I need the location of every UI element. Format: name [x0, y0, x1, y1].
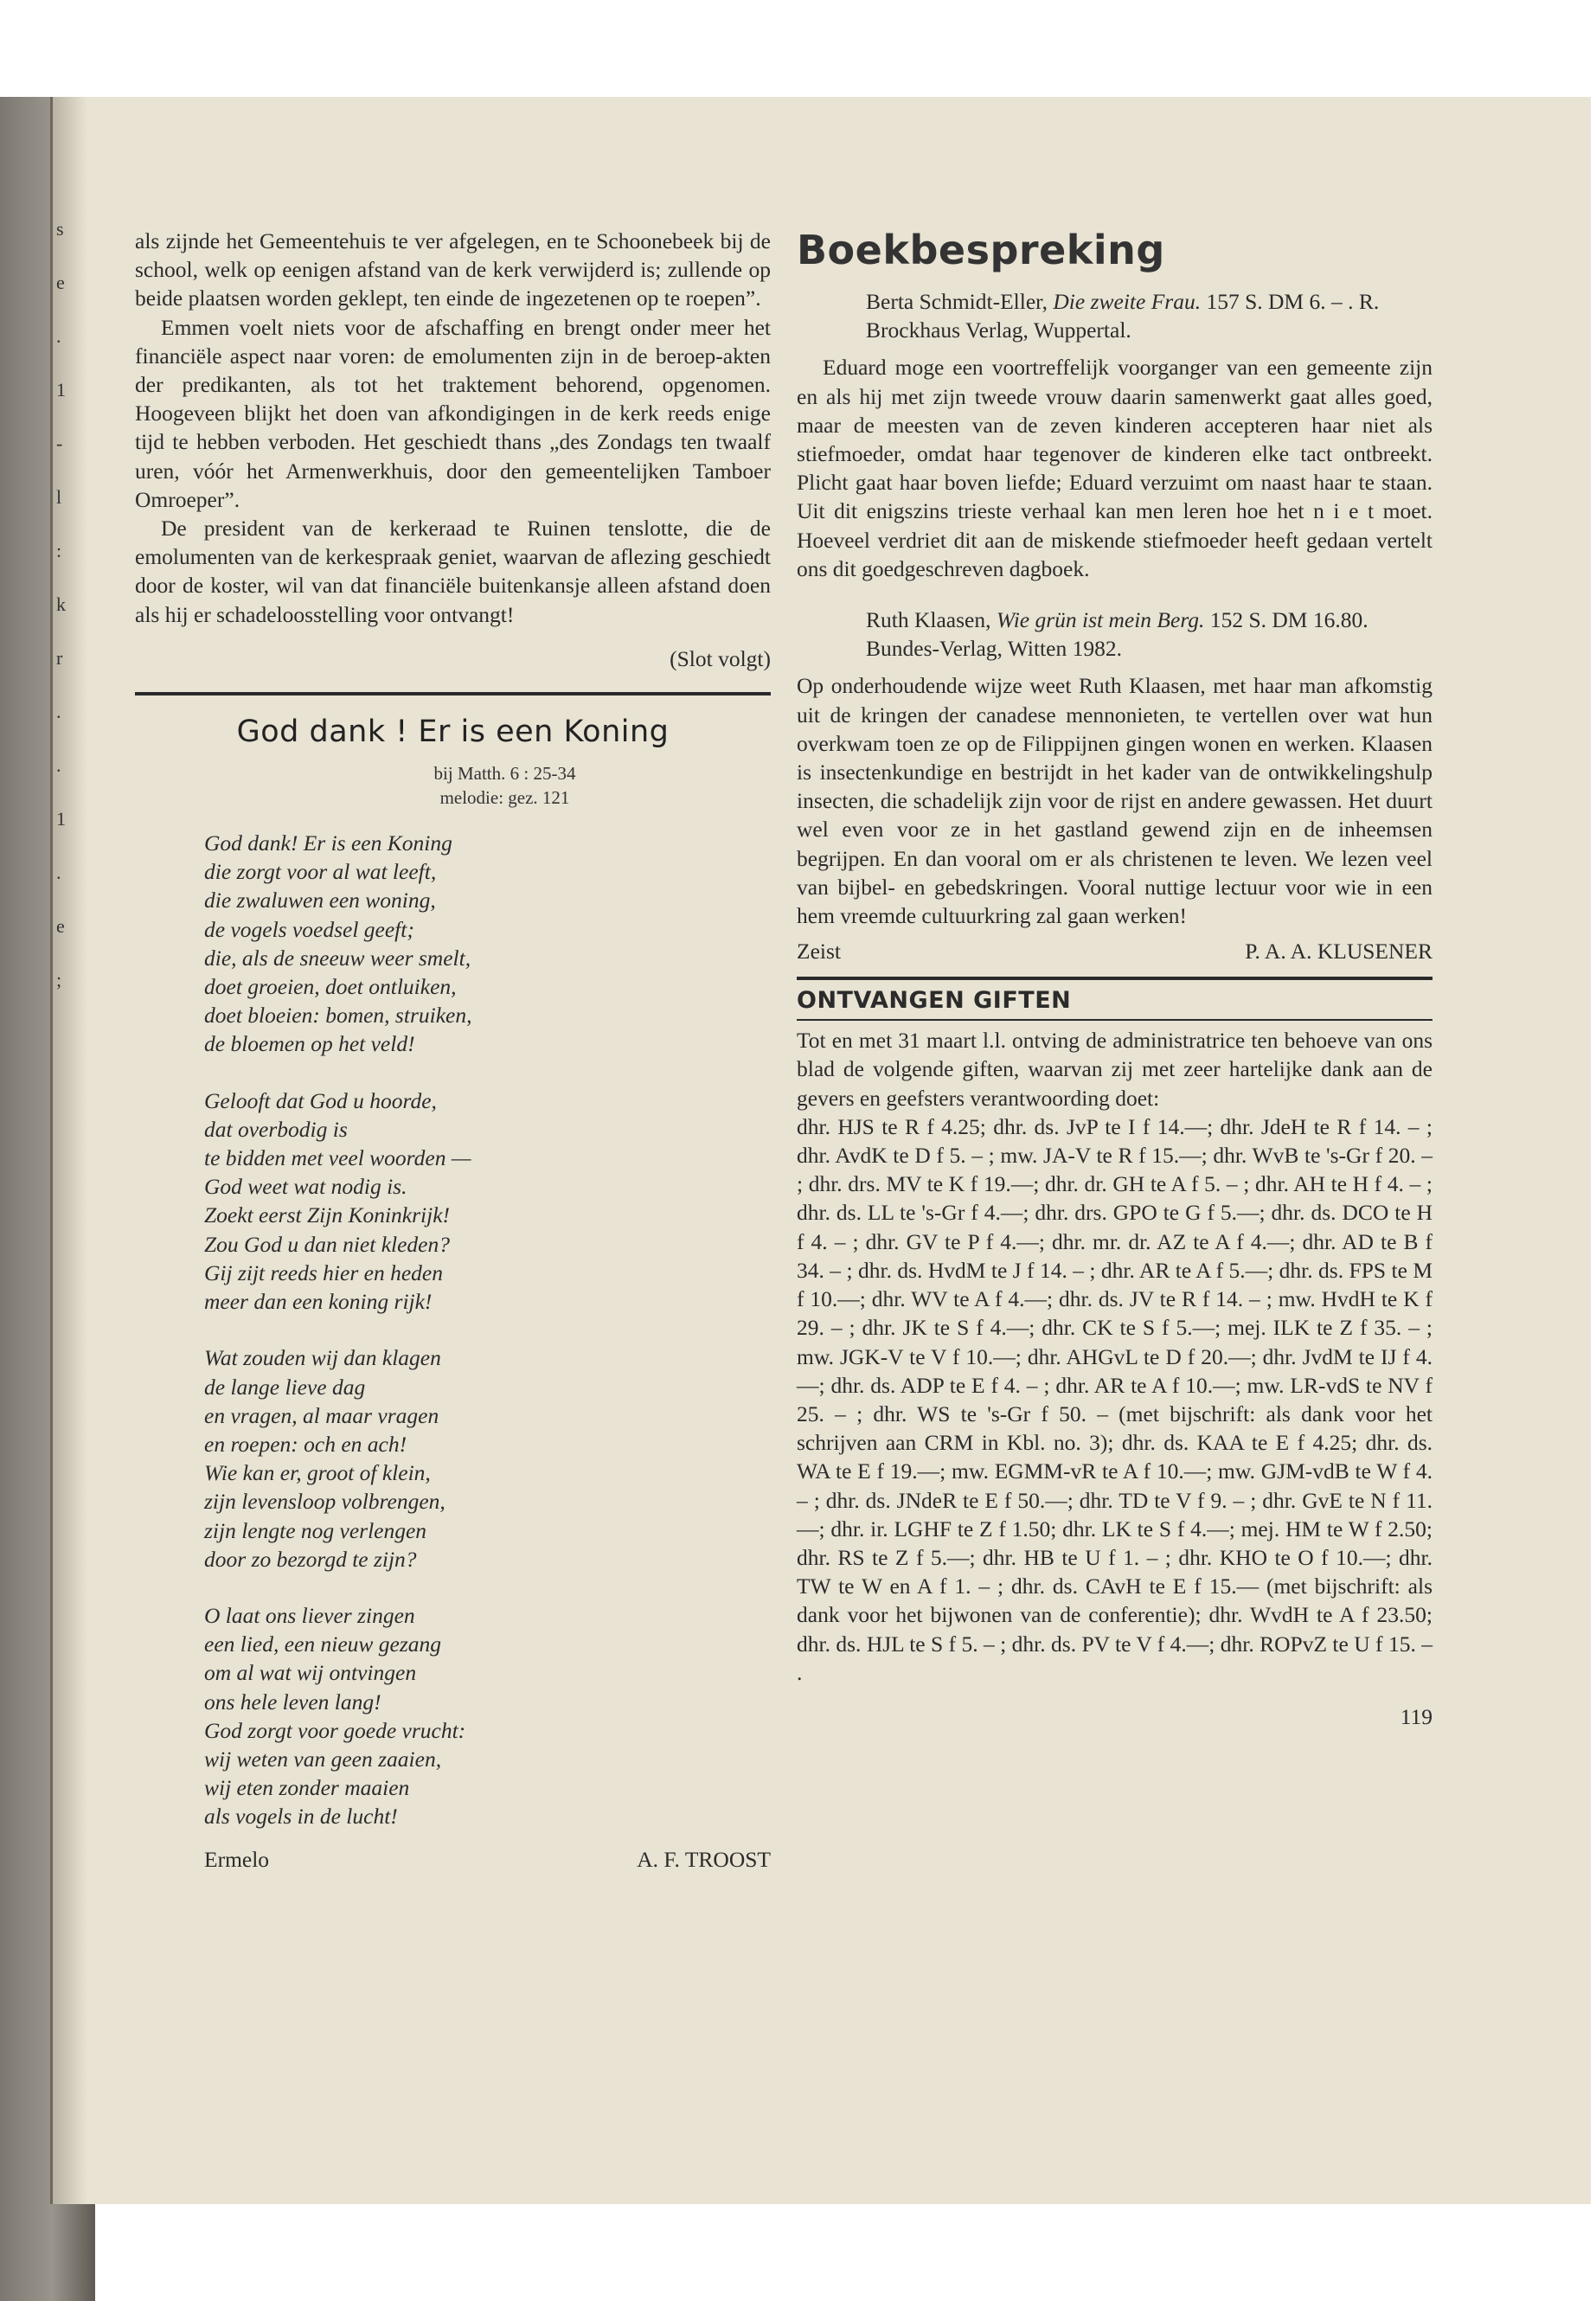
poem-line: God dank! Er is een Koning — [204, 830, 452, 856]
poem-line: en roepen: och en ach! — [204, 1431, 407, 1457]
edge-letter: - — [56, 433, 63, 454]
edge-letter: . — [56, 701, 61, 722]
poem-line: die zwaluwen een woning, — [204, 888, 436, 913]
poem-line: Zoekt eerst Zijn Koninkrijk! — [204, 1202, 451, 1228]
gifts-heading: ONTVANGEN GIFTEN — [797, 987, 1072, 1015]
facing-page-edge-letters — [56, 218, 74, 1022]
poem-line: te bidden met veel woorden — — [204, 1145, 471, 1171]
review-text: moet. Hoeveel verdriet dit aan de miskende stiefmoeder heeft gedaan vertelt ons dit goedgeschreven dagboek. — [797, 498, 1433, 581]
section-heading: Boekbespreking — [797, 227, 1165, 273]
poem-line: Gelooft dat God u hoorde, — [204, 1087, 437, 1113]
poem-line: O laat ons liever zingen — [204, 1602, 415, 1628]
poem-author: A. F. TROOST — [637, 1846, 771, 1872]
poem-line: als vogels in de lucht! — [204, 1804, 398, 1830]
edge-letter: r — [56, 647, 63, 669]
article-paragraph: De president van de kerkeraad te Ruinen tenslotte, die de emolumenten van de kerkespraak geniet, waarvan de aflezing geschiedt door de koster, wil van dat financiële buitenkansje alleen afstand doen als hij er schadeloosstelling voor ontvangt! — [135, 516, 771, 627]
poem-title: God dank ! Er is een Koning — [236, 715, 670, 750]
edge-letter: : — [56, 540, 62, 561]
poem-stanza — [204, 1343, 771, 1574]
review-signature — [797, 939, 1433, 965]
section-divider — [797, 977, 1433, 980]
poem-line: Gij zijt reeds hier en heden — [204, 1259, 443, 1285]
top-band — [0, 0, 1596, 97]
book-review: Op onderhoudende wijze weet Ruth Klaasen, met haar man afkomstig uit de kringen der canadese mennonieten, te vertellen over wat hun overkwam toen ze op de Filippijnen gingen wonen en werken. Klaasen is insectenkundige en bestrijdt in het kader van de ontwikkelingshulp insecten, die schadelijk zijn voor de rijst en andere gewassen. Het duurt wel even voor ze in het gastland gewend zijn en de inheemsen begrijpen. En dan vooral om er als christenen te leven. We lezen veel van bijbel- en gebedskringen. Vooral nuttige lectuur voor wie in een hem vreemde cultuurkring zal gaan werken! — [797, 673, 1433, 929]
review-emphasis: n i e t — [1313, 498, 1375, 524]
right-column — [797, 227, 1433, 1730]
book-review — [797, 353, 1433, 583]
section-divider — [135, 692, 771, 695]
poem-line: doet groeien, doet ontluiken, — [204, 974, 457, 1000]
poem-line: door zo bezorgd te zijn? — [204, 1546, 417, 1572]
gifts-intro: Tot en met 31 maart l.l. ontving de administratrice ten behoeve van ons blad de volgende giften, waarvan zij met zeer hartelijke dank aan de gevers en geefsters verantwoording doet: — [797, 1028, 1433, 1111]
poem-line: de vogels voedsel geeft; — [204, 916, 414, 942]
book-title: Die zweite Frau. — [1053, 289, 1202, 314]
book-details: 157 S. DM 6. – . R. Brockhaus Verlag, Wuppertal. — [866, 289, 1380, 343]
edge-letter: e — [56, 915, 65, 937]
poem-line: die, als de sneeuw weer smelt, — [204, 945, 471, 971]
poem-line: zijn lengte nog verlengen — [204, 1517, 427, 1543]
edge-letter: 1 — [56, 379, 66, 401]
poem-line: de bloemen op het veld! — [204, 1031, 415, 1057]
poem-stanza — [204, 829, 771, 1059]
book-reference — [797, 606, 1433, 663]
review-place: Zeist — [797, 939, 841, 965]
book-page — [50, 97, 1591, 2204]
gifts-list: dhr. HJS te R f 4.25; dhr. ds. JvP te I f 14.—; dhr. JdeH te R f 14. – ; dhr. AvdK te D f 5. – ; mw. JA-V te R f 15.—; dhr. WvB te 's-Gr f 20. – ; dhr. drs. MV te K f 19.—; dhr. dr. GH te A f 5. – ; dhr. AH te H f 4. – ; dhr. ds. LL te 's-Gr f 4.—; dhr. drs. GPO te G f 5.—; dhr. ds. DCO te H f 4. – ; dhr. GV te P f 4.—; dhr. mr. dr. AZ te A f 4.—; dhr. AD te B f 34. – ; dhr. ds. HvdM te J f 14. – ; dhr. AR te A f 5.—; dhr. ds. FPS te M f 10.—; dhr. WV te A f 4.—; dhr. ds. JV te R f 14. – ; mw. HvdH te K f 29. – ; dhr. JK te S f 4.—; dhr. CK te S f 5.—; mej. ILK te Z f 35. – ; mw. JGK-V te V f 10.—; dhr. AHGvL te D f 20.—; dhr. JvdM te IJ f 4.—; dhr. ds. ADP te E f 4. – ; dhr. AR te A f 10.—; mw. LR-vdS te NV f 25. – ; dhr. WS te 's-Gr f 50. – (met bijschrift: als dank voor het schrijven aan CRM in Kbl. no. 3); dhr. ds. KAA te E f 4.25; dhr. ds. WA te E f 19.—; mw. EGMM-vR te A f 10.—; mw. GJM-vdB te W f 4. – ; dhr. ds. JNdeR te E f 50.—; dhr. TD te V f 9. – ; dhr. GvE te N f 11.—; dhr. ir. LGHF te Z f 1.50; dhr. LK te S f 4.—; mej. HM te W f 2.50; dhr. RS te Z f 5.—; dhr. HB te U f 1. – ; dhr. KHO te O f 10.—; dhr. TW te W en A f 1. – ; dhr. ds. CAvH te E f 15.— (met bijschrift: als dank voor het bijwonen van de conferentie); dhr. WvdH te A f 23.50; dhr. ds. HJL te S f 5. – ; dhr. ds. PV te V f 4.—; dhr. ROPvZ te U f 15. – . — [797, 1113, 1433, 1685]
reviewer-name: P. A. A. KLUSENER — [1245, 939, 1433, 965]
edge-letter: . — [56, 862, 61, 883]
poem-stanza — [204, 1601, 771, 1831]
edge-letter: s — [56, 218, 64, 240]
book-details: 152 S. DM 16.80. Bundes-Verlag, Witten 1982. — [866, 607, 1368, 662]
poem-stanza — [204, 1086, 771, 1317]
left-column — [135, 227, 771, 1873]
edge-letter: . — [56, 754, 61, 776]
poem-line: wij eten zonder maaien — [204, 1775, 410, 1801]
continued-note: (Slot volgt) — [670, 645, 771, 671]
edge-letter: k — [56, 593, 66, 615]
book-reference — [797, 287, 1433, 344]
article-paragraph: Emmen voelt niets voor de afschaffing en brengt onder meer het financiële aspect naar voren: de emolumenten zijn in de beroep-akten der predikanten, als tot het traktement behorend, opgenomen. Hoogeveen blijkt het doen van afkondigingen in de kerk reeds enige tijd te hebben verboden. Het geschiedt thans „des Zondags ten twaalf uren, vóór het Armenwerkhuis, door den gemeentelijken Tamboer Omroeper”. — [135, 314, 771, 512]
poem-line: Wie kan er, groot of klein, — [204, 1460, 431, 1486]
poem-line: de lange lieve dag — [204, 1374, 366, 1400]
poem-line: en vragen, al maar vragen — [204, 1402, 439, 1428]
poem-line: om al wat wij ontvingen — [204, 1660, 417, 1686]
page-number: 119 — [1400, 1703, 1433, 1729]
poem-line: die zorgt voor al wat leeft, — [204, 859, 437, 885]
book-title: Wie grün ist mein Berg. — [996, 607, 1205, 633]
poem-bible-reference: bij Matth. 6 : 25-34 — [433, 763, 576, 785]
poem-line: meer dan een koning rijk! — [204, 1289, 433, 1315]
heading-underline — [797, 1019, 1433, 1021]
poem-line: wij weten van geen zaaien, — [204, 1746, 442, 1772]
poem-line: God zorgt voor goede vrucht: — [204, 1717, 466, 1743]
edge-letter: ; — [56, 969, 62, 990]
edge-letter: . — [56, 325, 61, 347]
poem-melody: melodie: gez. 121 — [439, 787, 570, 809]
review-text: Eduard moge een voortreffelijk voorganger van een gemeente zijn en als hij met zijn tweede vrouw daarin samenwerkt gaat alles goed, maar de meesten van de zeven kinderen accepteren haar niet als stiefmoeder, omdat haar tegenover de kinderen elke tact ontbreekt. Plicht gaat haar boven liefde; Eduard verzuimt om naast haar te staan. Uit dit enigszins trieste verhaal kan men leren hoe het — [797, 355, 1433, 524]
poem-signature — [135, 1847, 771, 1873]
poem-line: Wat zouden wij dan klagen — [204, 1345, 441, 1371]
poem-line: een lied, een nieuw gezang — [204, 1631, 442, 1657]
book-author: Ruth Klaasen, — [866, 607, 997, 633]
poem-line: Zou God u dan niet kleden? — [204, 1231, 450, 1257]
poem-line: dat overbodig is — [204, 1116, 348, 1142]
poem-line: zijn levensloop volbrengen, — [204, 1489, 445, 1515]
edge-letter: e — [56, 272, 65, 293]
poem-line: God weet wat nodig is. — [204, 1174, 407, 1200]
edge-letter: 1 — [56, 808, 66, 830]
edge-letter: l — [56, 486, 62, 508]
poem-line: doet bloeien: bomen, struiken, — [204, 1003, 472, 1029]
poem-line: ons hele leven lang! — [204, 1689, 381, 1715]
article-continuation: als zijnde het Gemeentehuis te ver afgelegen, en te Schoonebeek bij de school, welk op eenigen afstand van de kerk verwijderd is; zullende op beide plaatsen worden geklept, ten einde de ingezetenen op te roepen”. — [135, 228, 771, 311]
poem-place: Ermelo — [204, 1846, 270, 1872]
book-author: Berta Schmidt-Eller, — [866, 289, 1054, 314]
poem-body — [135, 829, 771, 1831]
